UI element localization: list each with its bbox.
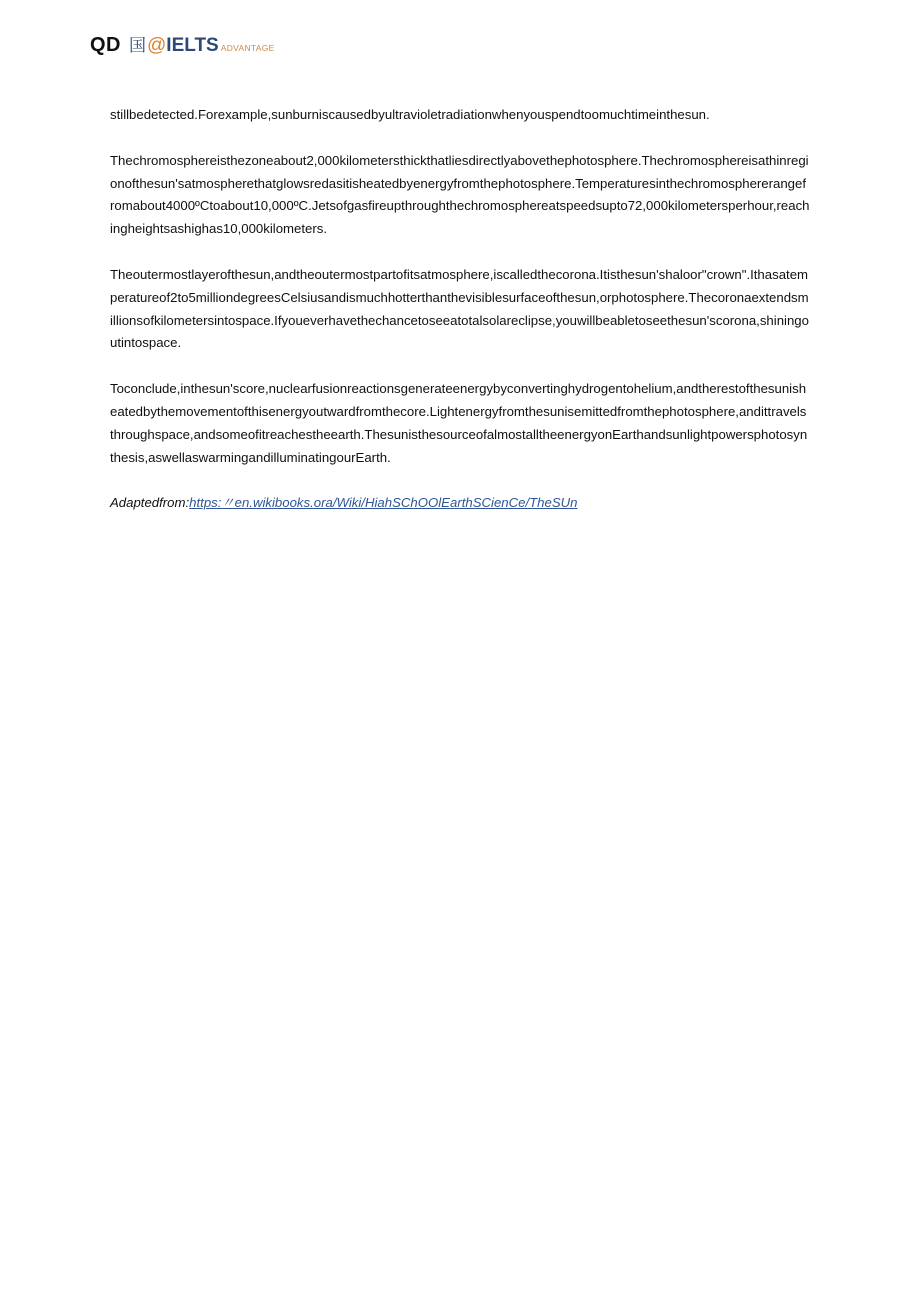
logo-qd-text: QD (90, 34, 121, 56)
paragraph-1: stillbedetected.Forexample,sunburniscausedbyultravioletradiationwhenyouspendtoomuchtimeinthesun. (110, 107, 710, 122)
source-prefix: Adaptedfrom: (110, 495, 190, 511)
paragraph-chromosphere: Thechromosphereisthezoneabout2,000kilometersthickthatliesdirectlyabovethephotosphere.Thechromosphereisathinregionofthesun'satmospherethatglowsredasitisheatedbyenergyfromthephotosphere.Temperaturesinthechromosphererangefromabout4000ºCtoabout10,000ºC.Jetsofgasfireupthroughthechromosphereatspeedsupto72,000kilometersperhour,reachingheightsashighas10,000kilometers. (110, 152, 810, 237)
logo-at-sign: @ (147, 35, 167, 56)
logo-guo-glyph: 国 (129, 36, 146, 56)
paragraph-corona: Theoutermostlayerofthesun,andtheoutermostpartofitsatmosphere,iscalledthecorona.Itisthesun'shaloor"crown".Ithasatemperatureof2to5milliondegreesCelsiusandismuchhotterthanthevisiblesurfaceofthesun,orphotosphere.Thecoronaextendsmillionsofkilometersintospace.Ifyoueverhavethechancetoseeatotalsolareclipse,youwillbeabletoseethesun'scorona,shiningoutintospace. (110, 266, 809, 351)
source-link[interactable]: https:〃en.wikibooks.ora/Wiki/HiahSChOOlEarthSCienCe/TheSUn (189, 495, 578, 511)
source-citation (110, 492, 810, 514)
page-header (90, 31, 275, 57)
logo-advantage-text: ADVANTAGE (220, 43, 275, 53)
article-body (110, 104, 810, 514)
paragraph-conclusion: Toconclude,inthesun'score,nuclearfusionreactionsgenerateenergybyconvertinghydrogentohelium,andtherestofthesunisheatedbythemovementofthisenergyoutwardfromthecore.Lightenergyfromthesunisemittedfromthephotosphere,andittravelsthroughspace,andsomeofitreachestheearth.ThesunisthesourceofalmostalltheenergyonEarthandsunlightpowersphotosynthesis,aswellaswarmingandilluminatingourEarth. (110, 381, 808, 465)
logo-ielts-text: IELTS (166, 35, 219, 56)
